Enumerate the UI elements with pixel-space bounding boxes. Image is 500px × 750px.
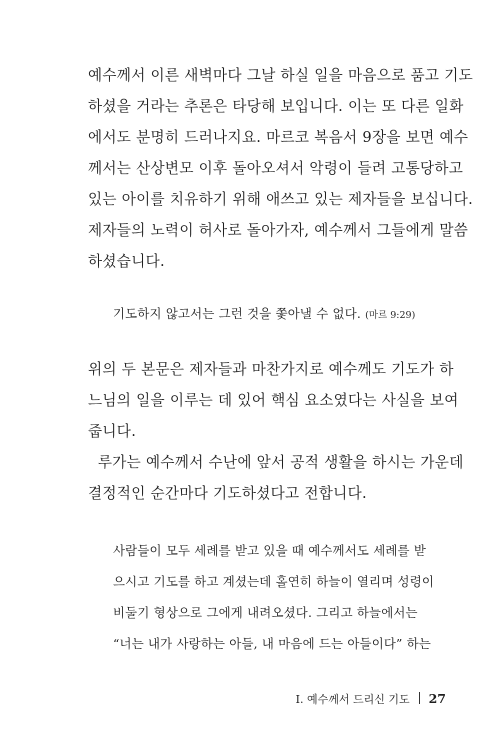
page-footer [296,691,446,708]
body-line: 느님의 일을 이루는 데 있어 핵심 요소였다는 사실을 보여 [88,392,459,409]
body-line: 제자들의 노력이 허사로 돌아가자, 예수께서 그들에게 말씀 [88,222,469,239]
footer-divider [419,692,420,704]
body-line: 루가는 예수께서 수난에 앞서 공적 생활을 하시는 가운데 [88,454,464,471]
body-line: 있는 아이를 치유하기 위해 애쓰고 있는 제자들을 보십니다. [88,191,474,208]
body-line: 하셨을 거라는 추론은 타당해 보입니다. 이는 또 다른 일화 [88,98,464,115]
body-line: 줍니다. [88,423,137,440]
quote-text: 기도하지 않고서는 그런 것을 쫓아낼 수 없다. [113,306,362,321]
quote-line: “너는 내가 사랑하는 아들, 내 마음에 드는 아들이다” 하는 [113,636,432,651]
page-number: 27 [428,691,446,706]
body-line: 위의 두 본문은 제자들과 마찬가지로 예수께도 기도가 하 [88,361,454,378]
quote-line: 사람들이 모두 세례를 받고 있을 때 예수께서도 세례를 받 [113,543,427,558]
scripture-reference: (마르 9:29) [365,310,416,321]
quote-line: 비둘기 형상으로 그에게 내려오셨다. 그리고 하늘에서는 [113,605,418,620]
body-line: 에서도 분명히 드러나지요. 마르코 복음서 9장을 보면 예수 [88,129,469,146]
body-line: 께서는 산상변모 이후 돌아오셔서 악령이 들려 고통당하고 [88,160,464,177]
quote-line: 으시고 기도를 하고 계셨는데 홀연히 하늘이 열리며 성령이 [113,574,435,589]
body-line: 예수께서 이른 새벽마다 그날 하실 일을 마음으로 품고 기도 [88,67,474,84]
quote-line [113,304,453,326]
body-line: 결정적인 순간마다 기도하셨다고 전합니다. [88,485,367,502]
chapter-title: I. 예수께서 드리신 기도 [295,693,410,706]
body-line: 하셨습니다. [88,253,165,270]
